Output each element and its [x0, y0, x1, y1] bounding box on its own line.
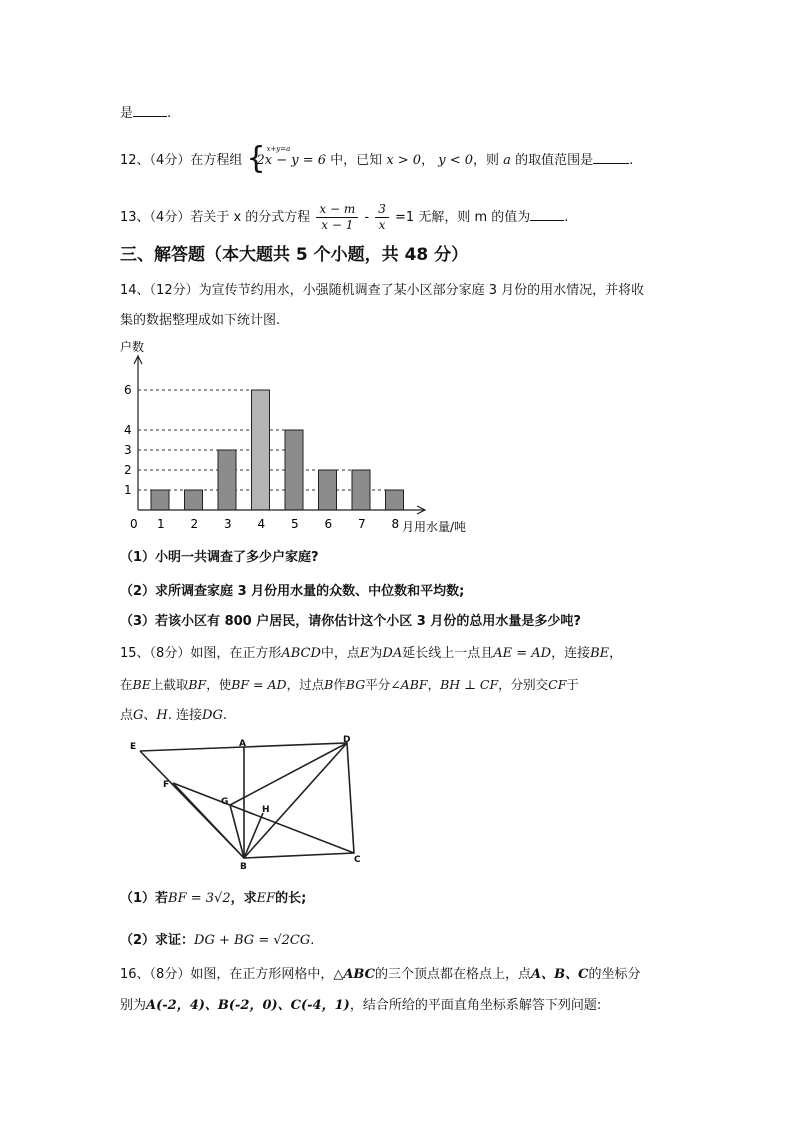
label-a: A — [239, 739, 246, 749]
answer-blank — [530, 207, 564, 221]
q14-sub-3: （3）若该小区有 800 户居民，请你估计这个小区 3 月份的总用水量是多少吨? — [120, 614, 581, 629]
segment-ea — [140, 747, 244, 751]
label-h: H — [262, 805, 270, 815]
segment-bh — [244, 813, 263, 858]
y-tick-2: 2 — [124, 463, 132, 477]
label-f: F — [163, 780, 170, 790]
fraction-1: $\frac{x - m}{x - 1}$ — [316, 202, 358, 233]
x-tick-8: 8 — [391, 517, 400, 531]
bar-2 — [185, 490, 203, 510]
q14-sub-2: （2）求所调查家庭 3 月份用水量的众数、中位数和平均数; — [120, 584, 465, 599]
label-g: G — [221, 797, 229, 807]
q16-line-1: 16、（8分）如图，在正方形网格中，△ABC的三个顶点都在格点上，点A、B、C的坐标分 — [120, 967, 641, 982]
bar-3 — [218, 450, 236, 510]
bar-8 — [386, 490, 404, 510]
bar-6 — [319, 470, 337, 510]
x-tick-3: 3 — [224, 517, 232, 531]
segment-bd — [244, 743, 347, 858]
fraction-2: $\frac{3}{x}$ — [375, 202, 389, 233]
geometry-figure — [125, 735, 375, 875]
label-c: C — [354, 855, 361, 865]
equation-system: { x+y=a 2x − y = 6 — [246, 140, 327, 176]
question-12: 12、（4分）在方程组 { x+y=a 2x − y = 6 中，已知 x > 0， y < 0，则 a 的取值范围是 . — [120, 140, 634, 176]
y-axis-label: 户数 — [120, 340, 145, 354]
q15-line-1: 15、（8分）如图，在正方形ABCD中，点E为DA延长线上一点且AE = AD，连接BE， — [120, 646, 623, 661]
bar-7 — [352, 470, 370, 510]
segment-fc — [173, 783, 354, 853]
q14-line-1: 14、（12分）为宣传节约用水，小强随机调查了某小区部分家庭 3 月份的用水情况，并将收 — [120, 283, 645, 298]
label-b: B — [240, 862, 247, 872]
q15-sub-1: （1）若BF = 3√2，求EF的长; — [120, 891, 307, 906]
y-tick-4: 4 — [124, 423, 132, 437]
answer-blank — [133, 103, 167, 117]
origin-label: 0 — [130, 517, 138, 531]
q15-line-3: 点G、H. 连接DG. — [120, 708, 227, 723]
label-e: E — [130, 742, 137, 752]
y-tick-3: 3 — [124, 443, 132, 457]
answer-blank — [593, 150, 629, 164]
y-tick-1: 1 — [124, 483, 132, 497]
x-tick-6: 6 — [324, 517, 333, 531]
water-usage-bar-chart — [110, 336, 490, 536]
x-tick-5: 5 — [291, 517, 299, 531]
x-tick-2: 2 — [190, 517, 199, 531]
bar-5 — [285, 430, 303, 510]
x-tick-4: 4 — [257, 517, 266, 531]
x-tick-1: 1 — [157, 517, 165, 531]
segment-gd — [230, 743, 347, 805]
q14-line-2: 集的数据整理成如下统计图. — [120, 313, 281, 328]
brace-icon: { — [246, 140, 266, 176]
bar-4 — [252, 390, 270, 510]
bar-1 — [151, 490, 169, 510]
x-axis-label: 月用水量/吨 — [402, 520, 467, 534]
section-3-title: 三、解答题（本大题共 5 个小题，共 48 分） — [120, 245, 469, 265]
x-tick-7: 7 — [358, 517, 366, 531]
q11-tail: 是 . — [120, 103, 171, 123]
question-13: 13、（4分）若关于 x 的分式方程 $\frac{x - m}{x - 1}$ - $\frac{3}{x}$ =1 无解，则 m 的值为 . — [120, 202, 569, 232]
q14-sub-1: （1）小明一共调查了多少户家庭? — [120, 550, 319, 565]
q15-line-2: 在BE上截取BF，使BF = AD，过点B作BG平分∠ABF，BH ⊥ CF，分别交CF于 — [120, 677, 579, 692]
q15-sub-2: （2）求证：DG + BG = √2CG. — [120, 933, 315, 948]
label-d: D — [343, 735, 351, 745]
q16-line-2: 别为A(-2，4)、B(-2，0)、C(-4，1)，结合所给的平面直角坐标系解答下列问题: — [120, 998, 602, 1013]
y-tick-6: 6 — [124, 383, 132, 397]
